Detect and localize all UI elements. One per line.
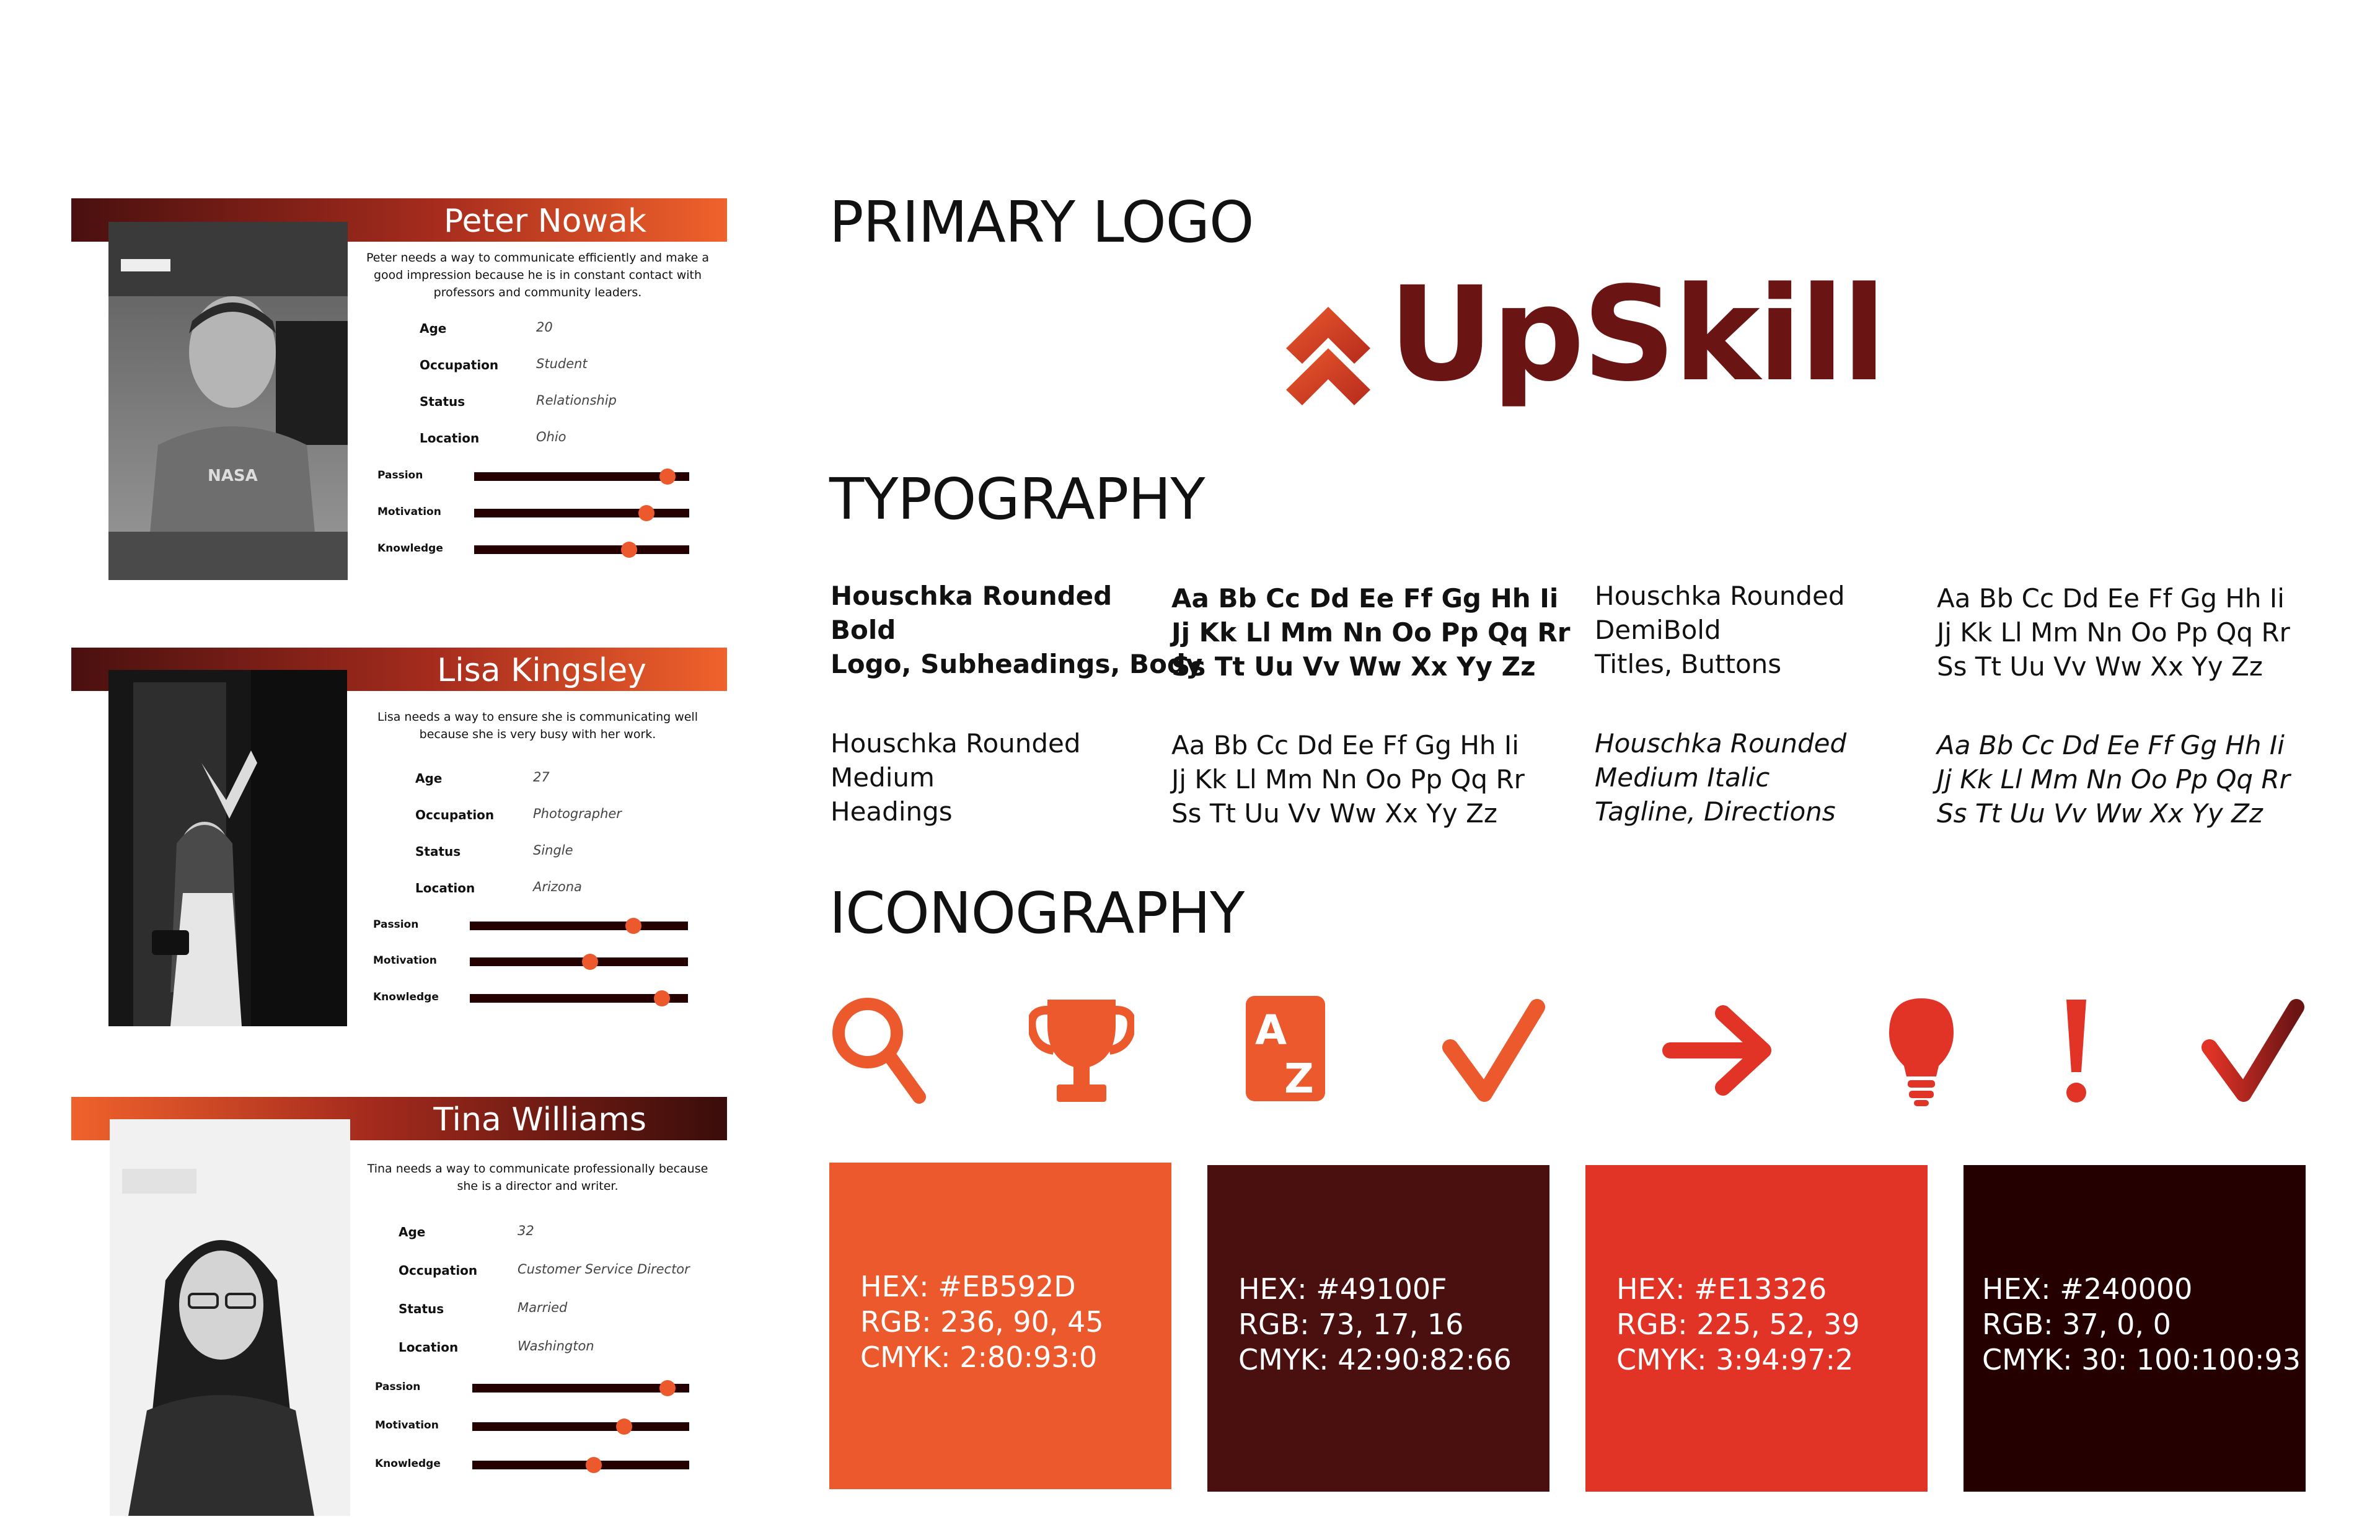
rgb-code: RGB: 73, 17, 16 xyxy=(1238,1308,1464,1341)
slider-label-knowledge: Knowledge xyxy=(377,542,443,555)
font-spec-demibold xyxy=(1595,579,1845,681)
sample-line: Ss Tt Uu Vv Ww Xx Yy Zz xyxy=(1171,798,1497,829)
field-value-status: Married xyxy=(518,1300,568,1315)
sample-line: Ss Tt Uu Vv Ww Xx Yy Zz xyxy=(1937,651,2263,682)
lisa-photo-illustration xyxy=(108,670,347,1026)
cmyk-code: CMYK: 30: 100:100:93 xyxy=(1982,1343,2301,1376)
persona-card-peter xyxy=(71,198,727,593)
field-label-age: Age xyxy=(420,321,447,336)
slider-label-passion: Passion xyxy=(373,918,419,931)
field-value-location: Washington xyxy=(518,1339,594,1353)
font-sample-medium xyxy=(1171,728,1525,830)
slider-knob xyxy=(582,954,598,970)
field-label-location: Location xyxy=(415,881,475,895)
arrow-right-icon xyxy=(1658,995,1782,1106)
passion-slider xyxy=(470,922,688,930)
sample-line: Jj Kk Ll Mm Nn Oo Pp Qq Rr xyxy=(1937,764,2290,794)
persona-photo xyxy=(108,670,347,1026)
slider-label-knowledge: Knowledge xyxy=(375,1458,441,1470)
slider-label-motivation: Motivation xyxy=(373,954,437,967)
persona-description: Lisa needs a way to ensure she is communicating well because she is very busy with her work. xyxy=(377,710,698,741)
persona-card-tina xyxy=(71,1097,727,1492)
field-value-age: 32 xyxy=(518,1223,534,1238)
sample-line: Ss Tt Uu Vv Ww Xx Yy Zz xyxy=(1937,798,2263,829)
checkmark-gradient-icon xyxy=(2197,995,2309,1106)
field-value-age: 20 xyxy=(536,320,553,335)
shirt-text: NASA xyxy=(208,467,258,485)
field-label-status: Status xyxy=(415,844,461,859)
section-title-typography: TYPOGRAPHY xyxy=(829,466,1205,532)
magnifier-icon xyxy=(829,995,928,1106)
sample-line: Jj Kk Ll Mm Nn Oo Pp Qq Rr xyxy=(1937,617,2290,648)
font-spec-bold xyxy=(831,579,1202,681)
motivation-slider xyxy=(474,509,689,517)
field-value-location: Ohio xyxy=(536,429,566,444)
color-swatch-maroon xyxy=(1207,1165,1549,1492)
persona-photo xyxy=(110,1119,350,1516)
a-letter: A xyxy=(1255,1006,1287,1054)
cmyk-code: CMYK: 2:80:93:0 xyxy=(860,1340,1098,1374)
slider-knob xyxy=(586,1457,602,1473)
field-label-occupation: Occupation xyxy=(420,358,499,372)
font-usage: Titles, Buttons xyxy=(1595,649,1782,679)
slider-knob xyxy=(621,542,637,558)
hex-code: HEX: #49100F xyxy=(1238,1272,1447,1306)
font-sample-medium-italic xyxy=(1937,728,2290,830)
font-sample-demibold xyxy=(1937,581,2290,684)
field-label-occupation: Occupation xyxy=(415,807,495,822)
passion-slider xyxy=(474,472,689,481)
field-value-occupation: Student xyxy=(536,356,588,371)
persona-photo xyxy=(108,222,348,580)
slider-knob xyxy=(659,1380,676,1396)
font-usage: Logo, Subheadings, Body xyxy=(831,649,1203,679)
slider-label-passion: Passion xyxy=(377,469,423,482)
sample-line: Aa Bb Cc Dd Ee Ff Gg Hh Ii xyxy=(1937,730,2285,760)
field-value-occupation: Customer Service Director xyxy=(518,1262,690,1277)
font-name: Houschka Rounded xyxy=(1595,581,1845,611)
font-weight: Bold xyxy=(831,615,896,645)
peter-photo-illustration xyxy=(108,222,348,580)
sample-line: Jj Kk Ll Mm Nn Oo Pp Qq Rr xyxy=(1171,764,1525,794)
checkmark-icon xyxy=(1438,995,1549,1106)
persona-name: Peter Nowak xyxy=(443,203,646,240)
knowledge-slider xyxy=(474,545,689,554)
font-usage: Tagline, Directions xyxy=(1595,796,1836,827)
rgb-code: RGB: 37, 0, 0 xyxy=(1982,1308,2171,1341)
font-sample-bold xyxy=(1171,581,1570,684)
color-swatch-orange xyxy=(829,1163,1171,1489)
knowledge-slider xyxy=(472,1461,689,1469)
font-name: Houschka Rounded xyxy=(831,728,1081,759)
rgb-code: RGB: 225, 52, 39 xyxy=(1616,1308,1860,1341)
sample-line: Jj Kk Ll Mm Nn Oo Pp Qq Rr xyxy=(1171,617,1571,648)
font-weight: Medium Italic xyxy=(1595,762,1770,793)
field-label-occupation: Occupation xyxy=(399,1263,478,1278)
persona-card-lisa xyxy=(71,648,727,1042)
hex-code: HEX: #E13326 xyxy=(1616,1272,1827,1306)
lightbulb-icon xyxy=(1884,995,1959,1106)
hex-code: HEX: #240000 xyxy=(1982,1272,2193,1306)
field-label-age: Age xyxy=(399,1225,426,1239)
motivation-slider xyxy=(470,957,688,966)
color-codes xyxy=(860,1269,1104,1375)
field-label-status: Status xyxy=(399,1301,444,1316)
slider-knob xyxy=(625,918,641,934)
cmyk-code: CMYK: 3:94:97:2 xyxy=(1616,1343,1854,1376)
tina-photo-illustration xyxy=(110,1119,350,1516)
sample-line: Aa Bb Cc Dd Ee Ff Gg Hh Ii xyxy=(1171,730,1519,760)
logo-chevron-icon xyxy=(1280,302,1376,407)
persona-name: Lisa Kingsley xyxy=(437,652,646,689)
slider-label-passion: Passion xyxy=(375,1381,421,1393)
font-weight: DemiBold xyxy=(1595,615,1721,645)
persona-name: Tina Williams xyxy=(433,1101,646,1138)
font-name: Houschka Rounded xyxy=(831,581,1113,611)
section-title-iconography: ICONOGRAPHY xyxy=(829,880,1245,946)
persona-description: Tina needs a way to communicate professionally because she is a director and writer. xyxy=(367,1162,708,1193)
exclamation-icon xyxy=(2058,995,2095,1106)
sample-line: Ss Tt Uu Vv Ww Xx Yy Zz xyxy=(1171,651,1536,682)
slider-knob xyxy=(654,990,670,1006)
font-name: Houschka Rounded xyxy=(1595,728,1847,759)
a-z-sort-icon xyxy=(1246,995,1326,1106)
color-codes xyxy=(1616,1272,1860,1378)
font-usage: Headings xyxy=(831,796,953,827)
trophy-icon xyxy=(1029,995,1134,1106)
field-value-status: Relationship xyxy=(536,393,617,408)
section-title-primary-logo: PRIMARY LOGO xyxy=(829,189,1254,255)
field-label-location: Location xyxy=(420,431,480,446)
persona-description: Peter needs a way to communicate efficiently and make a good impression because he is in constant contact with professors and community leaders. xyxy=(366,251,710,299)
cmyk-code: CMYK: 42:90:82:66 xyxy=(1238,1343,1512,1376)
slider-label-motivation: Motivation xyxy=(377,506,441,518)
motivation-slider xyxy=(472,1422,689,1431)
slider-knob xyxy=(616,1419,632,1435)
slider-knob xyxy=(659,469,676,485)
slider-label-knowledge: Knowledge xyxy=(373,991,439,1003)
color-codes xyxy=(1238,1272,1512,1378)
rgb-code: RGB: 236, 90, 45 xyxy=(860,1305,1104,1339)
color-swatch-red xyxy=(1585,1165,1928,1492)
sample-line: Aa Bb Cc Dd Ee Ff Gg Hh Ii xyxy=(1937,583,2285,614)
field-value-age: 27 xyxy=(533,770,550,785)
logo-wordmark: UpSkill xyxy=(1388,258,1884,410)
slider-label-motivation: Motivation xyxy=(375,1419,439,1432)
z-letter: Z xyxy=(1284,1055,1314,1102)
color-codes xyxy=(1982,1272,2301,1378)
field-label-status: Status xyxy=(420,394,465,409)
font-weight: Medium xyxy=(831,762,935,793)
hex-code: HEX: #EB592D xyxy=(860,1270,1076,1303)
field-value-location: Arizona xyxy=(533,879,582,894)
color-swatch-black-red xyxy=(1963,1165,2306,1492)
field-value-status: Single xyxy=(533,843,573,858)
slider-knob xyxy=(638,505,654,521)
knowledge-slider xyxy=(470,994,688,1003)
field-label-age: Age xyxy=(415,771,443,786)
font-spec-medium-italic xyxy=(1595,726,1846,829)
field-value-occupation: Photographer xyxy=(533,806,622,821)
field-label-location: Location xyxy=(399,1340,459,1355)
font-spec-medium xyxy=(831,726,1081,829)
sample-line: Aa Bb Cc Dd Ee Ff Gg Hh Ii xyxy=(1171,583,1559,614)
passion-slider xyxy=(472,1384,689,1393)
